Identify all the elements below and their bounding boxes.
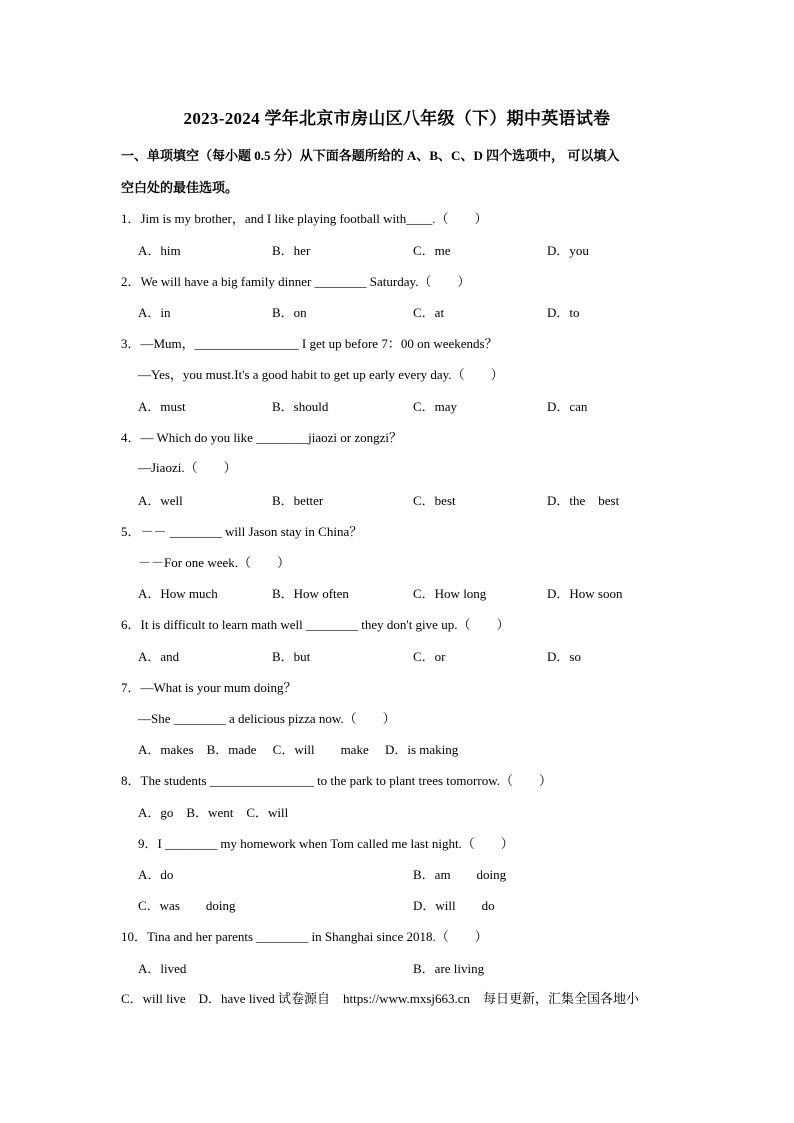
section-instruction-line-1: 一、单项填空（每小题 0.5 分）从下面各题所给的 A、B、C、D 四个选项中， 可以填入 xyxy=(121,148,620,163)
option-a: A．How much xyxy=(138,586,218,601)
option-a: A．well xyxy=(138,493,183,508)
question-stem-line-2: —Jiaozi.（ ） xyxy=(138,460,237,475)
option-a: A．him xyxy=(138,243,181,258)
section-instruction-line-2: 空白处的最佳选项。 xyxy=(121,180,239,195)
question-stem-line-2: —She ________ a delicious pizza now.（ ） xyxy=(138,711,396,726)
question-stem: 9．I ________ my homework when Tom called me last night.（ ） xyxy=(138,836,514,851)
option-a: A．in xyxy=(138,305,171,320)
question-stem-line-2: －－For one week.（ ） xyxy=(138,555,291,570)
option-a: A．and xyxy=(138,649,180,664)
question-stem: 2．We will have a big family dinner ________ Saturday.（ ） xyxy=(121,274,471,289)
option-b: B．on xyxy=(272,305,307,320)
option-b: B．should xyxy=(272,399,329,414)
question-stem: 6．It is difficult to learn math well ________ they don't give up.（ ） xyxy=(121,617,510,632)
options-line: A．go B．went C．will xyxy=(138,805,289,820)
option-b: B．are living xyxy=(413,961,485,976)
option-b: B．am doing xyxy=(413,867,507,882)
option-b: B．her xyxy=(272,243,311,258)
question-stem: 3．—Mum，________________ I get up before 7：00 on weekends？ xyxy=(121,336,498,351)
option-d: D．can xyxy=(547,399,588,414)
option-d: D．to xyxy=(547,305,580,320)
option-b: B．better xyxy=(272,493,324,508)
option-c: C．me xyxy=(413,243,451,258)
footer-line: C．will live D．have lived 试卷源自 https://www.mxsj663.cn 每日更新，汇集全国各地小 xyxy=(121,991,640,1006)
question-stem-line-2: —Yes，you must.It's a good habit to get up early every day.（ ） xyxy=(138,367,504,382)
option-c: C．at xyxy=(413,305,445,320)
option-d: D．you xyxy=(547,243,589,258)
option-d: D．the best xyxy=(547,493,620,508)
option-a: A．lived xyxy=(138,961,187,976)
option-c: C．best xyxy=(413,493,456,508)
question-stem: 8．The students ________________ to the park to plant trees tomorrow.（ ） xyxy=(121,773,552,788)
option-d: D．How soon xyxy=(547,586,623,601)
option-a: A．do xyxy=(138,867,174,882)
option-c: C．may xyxy=(413,399,458,414)
option-b: B．How often xyxy=(272,586,349,601)
option-d: D．so xyxy=(547,649,581,664)
question-stem: 4．— Which do you like ________jiaozi or zongzi？ xyxy=(121,430,403,445)
option-b: B．but xyxy=(272,649,311,664)
option-c: C．How long xyxy=(413,586,487,601)
option-a: A．must xyxy=(138,399,186,414)
option-c: C．was doing xyxy=(138,898,236,913)
page-title: 2023-2024 学年北京市房山区八年级（下）期中英语试卷 xyxy=(183,109,611,128)
question-stem: 10．Tina and her parents ________ in Shanghai since 2018.（ ） xyxy=(121,929,488,944)
question-stem: 7．—What is your mum doing？ xyxy=(121,680,297,695)
option-d: D．will do xyxy=(413,898,495,913)
question-stem: 5．－－ ________ will Jason stay in China？ xyxy=(121,524,363,539)
options-line: A．makes B．made C．will make D．is making xyxy=(138,742,459,757)
option-c: C．or xyxy=(413,649,446,664)
question-stem: 1．Jim is my brother，and I like playing football with____.（ ） xyxy=(121,211,488,226)
